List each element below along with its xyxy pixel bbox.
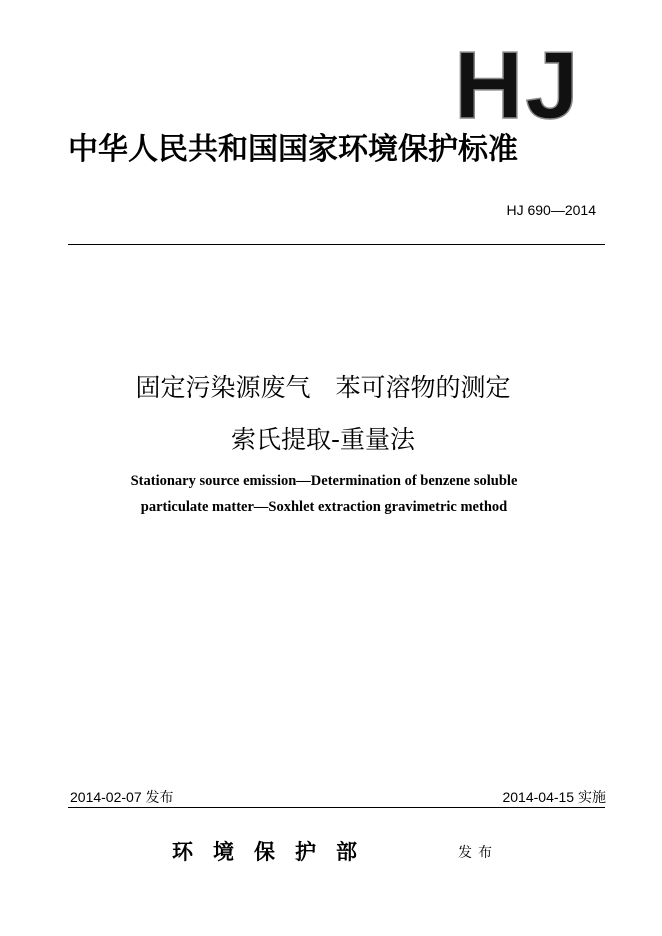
issuer-name: 环境保护部: [172, 839, 377, 864]
top-divider: [68, 244, 605, 245]
standard-category-title: 中华人民共和国国家环境保护标准: [68, 132, 518, 167]
hj-logo-text: HJ: [454, 40, 581, 122]
standard-number: HJ 690—2014: [506, 202, 596, 218]
chinese-title-line-1: 固定污染源废气 苯可溶物的测定: [135, 373, 511, 402]
issue-date: 2014-02-07 发布: [70, 789, 174, 805]
chinese-title-line-2: 索氏提取-重量法: [230, 425, 416, 454]
english-title-line-1: Stationary source emission—Determination of benzene soluble: [130, 473, 518, 489]
issuer-suffix: 发布: [458, 845, 498, 861]
hj-logo: [452, 40, 592, 122]
implementation-date: 2014-04-15 实施: [502, 789, 606, 805]
english-title-line-2: particulate matter—Soxhlet extraction gravimetric method: [140, 499, 508, 515]
bottom-divider: [68, 807, 605, 808]
